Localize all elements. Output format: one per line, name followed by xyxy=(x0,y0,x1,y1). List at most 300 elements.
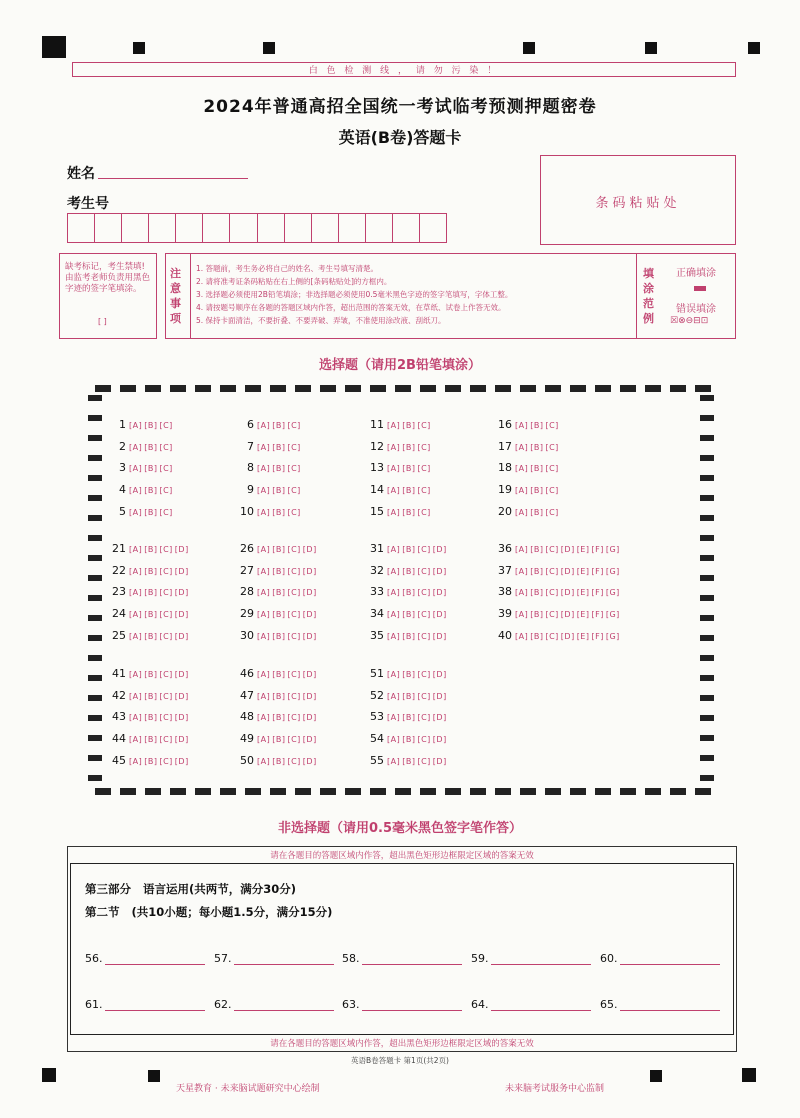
frame-dash xyxy=(700,615,714,621)
mc-option-bubble[interactable]: [D] xyxy=(432,713,447,723)
mc-option-bubble[interactable]: [B] xyxy=(272,735,286,745)
mc-option-bubble[interactable]: [A] xyxy=(257,421,271,430)
mc-option-bubble[interactable]: [C] xyxy=(287,588,301,598)
mc-option-bubble[interactable]: [B] xyxy=(402,610,416,620)
mc-option-bubble[interactable]: [C] xyxy=(545,566,559,576)
mc-option-bubble[interactable]: [C] xyxy=(417,566,431,576)
mc-option-bubble[interactable]: [D] xyxy=(432,756,447,766)
mc-option-bubble[interactable]: [D] xyxy=(302,691,317,701)
mc-option-bubble[interactable]: [A] xyxy=(129,566,143,576)
mc-option-bubble[interactable]: [F] xyxy=(591,566,604,576)
mc-option-bubble[interactable]: [F] xyxy=(591,610,604,620)
mc-option-bubble[interactable]: [B] xyxy=(402,691,416,701)
frame-dash xyxy=(700,755,714,761)
mc-option-bubble[interactable]: [B] xyxy=(144,421,158,430)
mc-option-bubble[interactable]: [E] xyxy=(576,588,590,598)
mc-option-bubble[interactable]: [D] xyxy=(174,756,189,766)
mc-option-bubble[interactable]: [A] xyxy=(387,464,401,474)
exam-number-grid[interactable] xyxy=(67,213,447,243)
answer-blank[interactable] xyxy=(471,952,591,965)
mc-question-number: 29 xyxy=(240,607,254,621)
mc-option-bubble[interactable]: [C] xyxy=(287,713,301,723)
mc-option-bubble[interactable]: [G] xyxy=(605,588,620,598)
mc-option-bubble[interactable]: [C] xyxy=(417,507,431,517)
mc-option-bubble[interactable]: [D] xyxy=(560,545,575,554)
frame-dash xyxy=(700,435,714,441)
mc-option-bubble[interactable]: [B] xyxy=(144,610,158,620)
frame-dash xyxy=(270,788,286,795)
mc-question-row xyxy=(112,585,191,598)
mc-option-bubble[interactable]: [C] xyxy=(417,756,431,766)
mc-question-row xyxy=(498,564,622,577)
exam-number-label: 考生号 xyxy=(67,196,109,212)
mc-option-bubble[interactable]: [D] xyxy=(302,566,317,576)
mc-option-bubble[interactable]: [F] xyxy=(591,631,604,641)
mc-option-bubble[interactable]: [C] xyxy=(287,545,301,554)
answer-blank[interactable] xyxy=(214,998,334,1011)
answer-blank-line[interactable] xyxy=(362,964,462,965)
mc-option-bubble[interactable]: [F] xyxy=(591,588,604,598)
mc-option-bubble[interactable]: [A] xyxy=(257,691,271,701)
frame-dash xyxy=(495,788,511,795)
mc-option-bubble[interactable]: [D] xyxy=(302,735,317,745)
mc-option-bubble[interactable]: [A] xyxy=(257,735,271,745)
mc-option-bubble[interactable]: [G] xyxy=(605,566,620,576)
mc-option-bubble[interactable]: [C] xyxy=(417,486,431,496)
mc-option-bubble[interactable]: [C] xyxy=(417,610,431,620)
mc-option-bubble[interactable]: [B] xyxy=(272,691,286,701)
mc-option-bubble[interactable]: [G] xyxy=(605,631,620,641)
answer-blank-number: 57. xyxy=(214,952,232,965)
mc-question-number: 22 xyxy=(112,563,126,577)
mc-question-number: 17 xyxy=(498,439,512,453)
answer-blank-line[interactable] xyxy=(105,1010,205,1011)
mc-option-bubble[interactable]: [D] xyxy=(174,691,189,701)
mc-option-bubble[interactable]: [D] xyxy=(560,566,575,576)
mc-option-bubble[interactable]: [A] xyxy=(515,442,529,452)
mc-option-bubble[interactable]: [B] xyxy=(530,588,544,598)
mc-option-bubble[interactable]: [C] xyxy=(159,545,173,554)
mc-option-bubble[interactable]: [D] xyxy=(174,713,189,723)
answer-blank[interactable] xyxy=(85,998,205,1011)
mc-option-bubble[interactable]: [B] xyxy=(272,670,286,679)
mc-question-row xyxy=(112,607,191,620)
mc-option-bubble[interactable]: [C] xyxy=(287,566,301,576)
mc-option-bubble[interactable]: [C] xyxy=(287,507,301,517)
mc-option-bubble[interactable]: [B] xyxy=(144,631,158,641)
frame-dash xyxy=(88,655,102,661)
timing-mark xyxy=(523,42,535,54)
mc-option-bubble[interactable]: [B] xyxy=(272,566,286,576)
mc-option-bubble[interactable]: [A] xyxy=(515,631,529,641)
mc-question-row xyxy=(240,483,303,496)
mc-option-bubble[interactable]: [D] xyxy=(432,631,447,641)
mc-option-bubble[interactable]: [C] xyxy=(159,507,173,517)
frame-dash xyxy=(170,385,186,392)
mc-question-number: 19 xyxy=(498,483,512,497)
mc-option-bubble[interactable]: [C] xyxy=(417,735,431,745)
mc-option-bubble[interactable]: [D] xyxy=(302,756,317,766)
mc-option-bubble[interactable]: [C] xyxy=(545,442,559,452)
mc-option-bubble[interactable]: [A] xyxy=(515,507,529,517)
mc-option-bubble[interactable]: [A] xyxy=(257,713,271,723)
mc-option-bubble[interactable]: [B] xyxy=(272,545,286,554)
mc-option-bubble[interactable]: [B] xyxy=(144,691,158,701)
mc-option-bubble[interactable]: [A] xyxy=(387,610,401,620)
mc-option-bubble[interactable]: [C] xyxy=(159,691,173,701)
mc-option-bubble[interactable]: [C] xyxy=(417,442,431,452)
mc-option-bubble[interactable]: [A] xyxy=(129,421,143,430)
frame-dash xyxy=(545,788,561,795)
answer-blank-line[interactable] xyxy=(620,964,720,965)
mc-option-bubble[interactable]: [A] xyxy=(257,670,271,679)
mc-option-bubble[interactable]: [D] xyxy=(432,670,447,679)
frame-dash xyxy=(420,385,436,392)
mc-question-number: 49 xyxy=(240,732,254,746)
mc-option-bubble[interactable]: [A] xyxy=(129,631,143,641)
frame-dash xyxy=(120,385,136,392)
mc-option-bubble[interactable]: [B] xyxy=(530,631,544,641)
answer-blank[interactable] xyxy=(600,998,720,1011)
mc-option-bubble[interactable]: [B] xyxy=(144,566,158,576)
mc-option-bubble[interactable]: [C] xyxy=(159,670,173,679)
mc-option-bubble[interactable]: [C] xyxy=(545,507,559,517)
mc-option-bubble[interactable]: [C] xyxy=(159,610,173,620)
mc-option-bubble[interactable]: [E] xyxy=(576,631,590,641)
mc-option-bubble[interactable]: [A] xyxy=(129,507,143,517)
mc-option-bubble[interactable]: [A] xyxy=(387,421,401,430)
mc-option-bubble[interactable]: [B] xyxy=(272,421,286,430)
mc-option-bubble[interactable]: [B] xyxy=(272,588,286,598)
mc-option-bubble[interactable]: [C] xyxy=(545,421,559,430)
mc-option-bubble[interactable]: [A] xyxy=(387,545,401,554)
fill-wrong-samples: ☒⊗⊖⊟⊡ xyxy=(670,316,709,326)
mc-section-title: 选择题（请用2B铅笔填涂） xyxy=(319,358,481,373)
mc-option-bubble[interactable]: [A] xyxy=(129,756,143,766)
mc-option-bubble[interactable]: [A] xyxy=(387,588,401,598)
mc-option-bubble[interactable]: [B] xyxy=(272,610,286,620)
answer-blank[interactable] xyxy=(342,952,462,965)
mc-option-bubble[interactable]: [C] xyxy=(287,610,301,620)
mc-question-row xyxy=(370,461,433,474)
mc-option-bubble[interactable]: [B] xyxy=(402,631,416,641)
mc-option-bubble[interactable]: [C] xyxy=(417,464,431,474)
notes-item: 2. 请将准考证条码粘贴在右上侧的[条码粘贴处]的方框内。 xyxy=(196,277,392,286)
mc-option-bubble[interactable]: [B] xyxy=(530,545,544,554)
mc-option-bubble[interactable]: [B] xyxy=(144,735,158,745)
mc-option-bubble[interactable]: [C] xyxy=(417,588,431,598)
mc-option-bubble[interactable]: [B] xyxy=(144,464,158,474)
mc-option-bubble[interactable]: [A] xyxy=(257,486,271,496)
mc-option-bubble[interactable]: [B] xyxy=(144,507,158,517)
frame-dash xyxy=(695,788,711,795)
mc-option-bubble[interactable]: [A] xyxy=(387,756,401,766)
answer-blank-line[interactable] xyxy=(491,964,591,965)
mc-option-bubble[interactable]: [D] xyxy=(302,713,317,723)
timing-mark xyxy=(748,42,760,54)
mc-option-bubble[interactable]: [D] xyxy=(174,610,189,620)
notes-item: 5. 保持卡面清洁，不要折叠、不要弄破、弄皱，不准使用涂改液、刮纸刀。 xyxy=(196,316,446,325)
mc-option-bubble[interactable]: [D] xyxy=(560,588,575,598)
mc-option-bubble[interactable]: [A] xyxy=(257,566,271,576)
mc-option-bubble[interactable]: [B] xyxy=(272,756,286,766)
mc-option-bubble[interactable]: [A] xyxy=(515,486,529,496)
mc-option-bubble[interactable]: [A] xyxy=(129,464,143,474)
mc-question-row xyxy=(370,585,449,598)
mc-option-bubble[interactable]: [E] xyxy=(576,545,590,554)
mc-option-bubble[interactable]: [B] xyxy=(402,507,416,517)
mc-option-bubble[interactable]: [D] xyxy=(174,566,189,576)
mc-option-bubble[interactable]: [C] xyxy=(287,464,301,474)
mc-option-bubble[interactable]: [B] xyxy=(144,486,158,496)
mc-option-bubble[interactable]: [C] xyxy=(417,670,431,679)
mc-question-number: 24 xyxy=(112,607,126,621)
mc-option-bubble[interactable]: [C] xyxy=(159,442,173,452)
mc-option-bubble[interactable]: [B] xyxy=(402,756,416,766)
mc-option-bubble[interactable]: [A] xyxy=(387,486,401,496)
mc-question-number: 55 xyxy=(370,753,384,767)
mc-option-bubble[interactable]: [B] xyxy=(530,421,544,430)
mc-option-bubble[interactable]: [A] xyxy=(257,545,271,554)
answer-blank-line[interactable] xyxy=(491,1010,591,1011)
mc-option-bubble[interactable]: [B] xyxy=(272,486,286,496)
mc-option-bubble[interactable]: [A] xyxy=(257,756,271,766)
frame-dash xyxy=(88,455,102,461)
mc-option-bubble[interactable]: [B] xyxy=(144,442,158,452)
mc-option-bubble[interactable]: [C] xyxy=(545,588,559,598)
mc-option-bubble[interactable]: [D] xyxy=(432,691,447,701)
mc-option-bubble[interactable]: [C] xyxy=(287,421,301,430)
mc-option-bubble[interactable]: [A] xyxy=(387,442,401,452)
mc-option-bubble[interactable]: [A] xyxy=(129,713,143,723)
mc-option-bubble[interactable]: [C] xyxy=(159,464,173,474)
mc-option-bubble[interactable]: [A] xyxy=(257,610,271,620)
mc-option-bubble[interactable]: [C] xyxy=(287,735,301,745)
mc-option-bubble[interactable]: [D] xyxy=(302,631,317,641)
mc-option-bubble[interactable]: [D] xyxy=(432,566,447,576)
mc-option-bubble[interactable]: [C] xyxy=(545,631,559,641)
mc-option-bubble[interactable]: [F] xyxy=(591,545,604,554)
mc-option-bubble[interactable]: [A] xyxy=(515,421,529,430)
mc-question-number: 47 xyxy=(240,688,254,702)
mc-option-bubble[interactable]: [A] xyxy=(387,631,401,641)
mc-option-bubble[interactable]: [D] xyxy=(174,735,189,745)
mc-option-bubble[interactable]: [C] xyxy=(417,421,431,430)
mc-option-bubble[interactable]: [A] xyxy=(129,691,143,701)
mc-option-bubble[interactable]: [C] xyxy=(287,486,301,496)
mc-option-bubble[interactable]: [C] xyxy=(287,631,301,641)
mc-option-bubble[interactable]: [D] xyxy=(174,588,189,598)
mc-option-bubble[interactable]: [D] xyxy=(302,545,317,554)
mc-option-bubble[interactable]: [B] xyxy=(402,588,416,598)
mc-option-bubble[interactable]: [B] xyxy=(402,735,416,745)
mc-option-bubble[interactable]: [C] xyxy=(159,566,173,576)
mc-question-number: 27 xyxy=(240,563,254,577)
mc-question-number: 32 xyxy=(370,563,384,577)
mc-option-bubble[interactable]: [B] xyxy=(402,486,416,496)
mc-option-bubble[interactable]: [B] xyxy=(402,713,416,723)
mc-option-bubble[interactable]: [B] xyxy=(530,464,544,474)
mc-option-bubble[interactable]: [A] xyxy=(387,735,401,745)
mc-option-bubble[interactable]: [A] xyxy=(387,507,401,517)
answer-blank[interactable] xyxy=(85,952,205,965)
mc-option-bubble[interactable]: [C] xyxy=(159,631,173,641)
mc-option-bubble[interactable]: [A] xyxy=(257,464,271,474)
mc-option-bubble[interactable]: [B] xyxy=(144,756,158,766)
frame-dash xyxy=(700,595,714,601)
mc-question-row xyxy=(240,754,319,767)
answer-blank-line[interactable] xyxy=(234,1010,334,1011)
notes-item: 4. 请按题号顺序在各题的答题区域内作答，超出范围的答案无效，在草纸、试卷上作答无效。 xyxy=(196,303,506,312)
mc-question-number: 54 xyxy=(370,732,384,746)
mc-option-bubble[interactable]: [C] xyxy=(417,691,431,701)
mc-option-bubble[interactable]: [C] xyxy=(159,421,173,430)
answer-blank[interactable] xyxy=(214,952,334,965)
frame-dash xyxy=(145,788,161,795)
mc-option-bubble[interactable]: [B] xyxy=(402,670,416,679)
frame-dash xyxy=(295,385,311,392)
answer-blank-number: 63. xyxy=(342,998,360,1011)
mc-option-bubble[interactable]: [D] xyxy=(174,670,189,679)
mc-option-bubble[interactable]: [A] xyxy=(257,631,271,641)
mc-question-number: 20 xyxy=(498,504,512,518)
mc-option-bubble[interactable]: [A] xyxy=(129,670,143,679)
mc-option-bubble[interactable]: [A] xyxy=(129,486,143,496)
mc-option-bubble[interactable]: [A] xyxy=(515,610,529,620)
name-label: 姓名 xyxy=(67,166,95,182)
mc-option-bubble[interactable]: [C] xyxy=(545,545,559,554)
mc-option-bubble[interactable]: [D] xyxy=(560,610,575,620)
mc-option-bubble[interactable]: [D] xyxy=(174,631,189,641)
mc-option-bubble[interactable]: [A] xyxy=(387,670,401,679)
mc-option-bubble[interactable]: [B] xyxy=(402,442,416,452)
mc-option-bubble[interactable]: [G] xyxy=(605,610,620,620)
mc-option-bubble[interactable]: [C] xyxy=(545,464,559,474)
answer-blank-line[interactable] xyxy=(105,964,205,965)
fill-wrong-label: 错误填涂 xyxy=(676,304,716,315)
mc-option-bubble[interactable]: [D] xyxy=(302,588,317,598)
mc-option-bubble[interactable]: [D] xyxy=(432,545,447,554)
mc-option-bubble[interactable]: [B] xyxy=(530,566,544,576)
mc-question-row xyxy=(370,732,449,745)
mc-option-bubble[interactable]: [C] xyxy=(159,588,173,598)
mc-option-bubble[interactable]: [C] xyxy=(417,631,431,641)
mc-option-bubble[interactable]: [E] xyxy=(576,610,590,620)
frame-dash xyxy=(700,515,714,521)
mc-option-bubble[interactable]: [A] xyxy=(257,442,271,452)
mc-option-bubble[interactable]: [B] xyxy=(530,486,544,496)
mc-option-bubble[interactable]: [C] xyxy=(287,691,301,701)
answer-blank-line[interactable] xyxy=(620,1010,720,1011)
mc-option-bubble[interactable]: [B] xyxy=(272,442,286,452)
mc-option-bubble[interactable]: [B] xyxy=(144,588,158,598)
mc-option-bubble[interactable]: [B] xyxy=(272,713,286,723)
mc-question-row xyxy=(112,542,191,555)
mc-option-bubble[interactable]: [A] xyxy=(129,735,143,745)
notes-list xyxy=(196,262,632,327)
mc-option-bubble[interactable]: [C] xyxy=(417,713,431,723)
mc-option-bubble[interactable]: [B] xyxy=(144,713,158,723)
mc-option-bubble[interactable]: [A] xyxy=(257,507,271,517)
mc-option-bubble[interactable]: [A] xyxy=(129,610,143,620)
mc-option-bubble[interactable]: [D] xyxy=(174,545,189,554)
mc-option-bubble[interactable]: [C] xyxy=(417,545,431,554)
mc-option-bubble[interactable]: [B] xyxy=(530,442,544,452)
mc-option-bubble[interactable]: [B] xyxy=(402,421,416,430)
mc-option-bubble[interactable]: [C] xyxy=(287,670,301,679)
footer-page-number: 英语B卷答题卡 第1页(共2页) xyxy=(351,1056,449,1065)
mc-option-bubble[interactable]: [C] xyxy=(545,486,559,496)
mc-option-bubble[interactable]: [A] xyxy=(515,566,529,576)
mc-question-number: 12 xyxy=(370,439,384,453)
mc-option-bubble[interactable]: [B] xyxy=(402,464,416,474)
mc-option-bubble[interactable]: [A] xyxy=(129,442,143,452)
mc-option-bubble[interactable]: [C] xyxy=(287,442,301,452)
answer-blank[interactable] xyxy=(342,998,462,1011)
mc-option-bubble[interactable]: [D] xyxy=(432,735,447,745)
mc-option-bubble[interactable]: [A] xyxy=(387,566,401,576)
mc-option-bubble[interactable]: [A] xyxy=(387,713,401,723)
mc-option-bubble[interactable]: [B] xyxy=(144,545,158,554)
frame-dash xyxy=(700,455,714,461)
mc-option-bubble[interactable]: [A] xyxy=(515,464,529,474)
mc-option-bubble[interactable]: [C] xyxy=(287,756,301,766)
mc-option-bubble[interactable]: [A] xyxy=(257,588,271,598)
mc-option-bubble[interactable]: [G] xyxy=(605,545,620,554)
mc-option-bubble[interactable]: [A] xyxy=(129,545,143,554)
absent-mark-bubble[interactable]: [ ] xyxy=(98,317,107,326)
mc-option-bubble[interactable]: [A] xyxy=(515,588,529,598)
mc-option-bubble[interactable]: [A] xyxy=(515,545,529,554)
answer-blank[interactable] xyxy=(471,998,591,1011)
mc-option-bubble[interactable]: [B] xyxy=(530,507,544,517)
mc-option-bubble[interactable]: [D] xyxy=(302,610,317,620)
mc-question-row xyxy=(370,505,433,518)
answer-blank[interactable] xyxy=(600,952,720,965)
mc-option-bubble[interactable]: [C] xyxy=(159,486,173,496)
mc-option-bubble[interactable]: [A] xyxy=(129,588,143,598)
answer-blank-line[interactable] xyxy=(362,1010,462,1011)
mc-option-bubble[interactable]: [A] xyxy=(387,691,401,701)
answer-blank-line[interactable] xyxy=(234,964,334,965)
mc-option-bubble[interactable]: [D] xyxy=(302,670,317,679)
page-title: 2024年普通高招全国统一考试临考预测押题密卷 xyxy=(203,97,597,117)
mc-option-bubble[interactable]: [B] xyxy=(144,670,158,679)
mc-question-number: 43 xyxy=(112,710,126,724)
mc-option-bubble[interactable]: [C] xyxy=(159,756,173,766)
mc-question-number: 34 xyxy=(370,607,384,621)
mc-option-bubble[interactable]: [B] xyxy=(272,631,286,641)
name-field[interactable] xyxy=(98,178,248,179)
mc-option-bubble[interactable]: [B] xyxy=(272,507,286,517)
mc-option-bubble[interactable]: [B] xyxy=(402,566,416,576)
mc-option-bubble[interactable]: [B] xyxy=(402,545,416,554)
mc-option-bubble[interactable]: [C] xyxy=(159,713,173,723)
mc-question-number: 14 xyxy=(370,483,384,497)
mc-option-bubble[interactable]: [B] xyxy=(272,464,286,474)
mc-option-bubble[interactable]: [D] xyxy=(432,610,447,620)
mc-option-bubble[interactable]: [C] xyxy=(545,610,559,620)
frame-dash xyxy=(545,385,561,392)
mc-option-bubble[interactable]: [E] xyxy=(576,566,590,576)
frame-dash xyxy=(220,385,236,392)
mc-option-bubble[interactable]: [D] xyxy=(560,631,575,641)
mc-question-row xyxy=(240,607,319,620)
mc-option-bubble[interactable]: [C] xyxy=(159,735,173,745)
frame-dash xyxy=(595,788,611,795)
mc-option-bubble[interactable]: [B] xyxy=(530,610,544,620)
mc-option-bubble[interactable]: [D] xyxy=(432,588,447,598)
